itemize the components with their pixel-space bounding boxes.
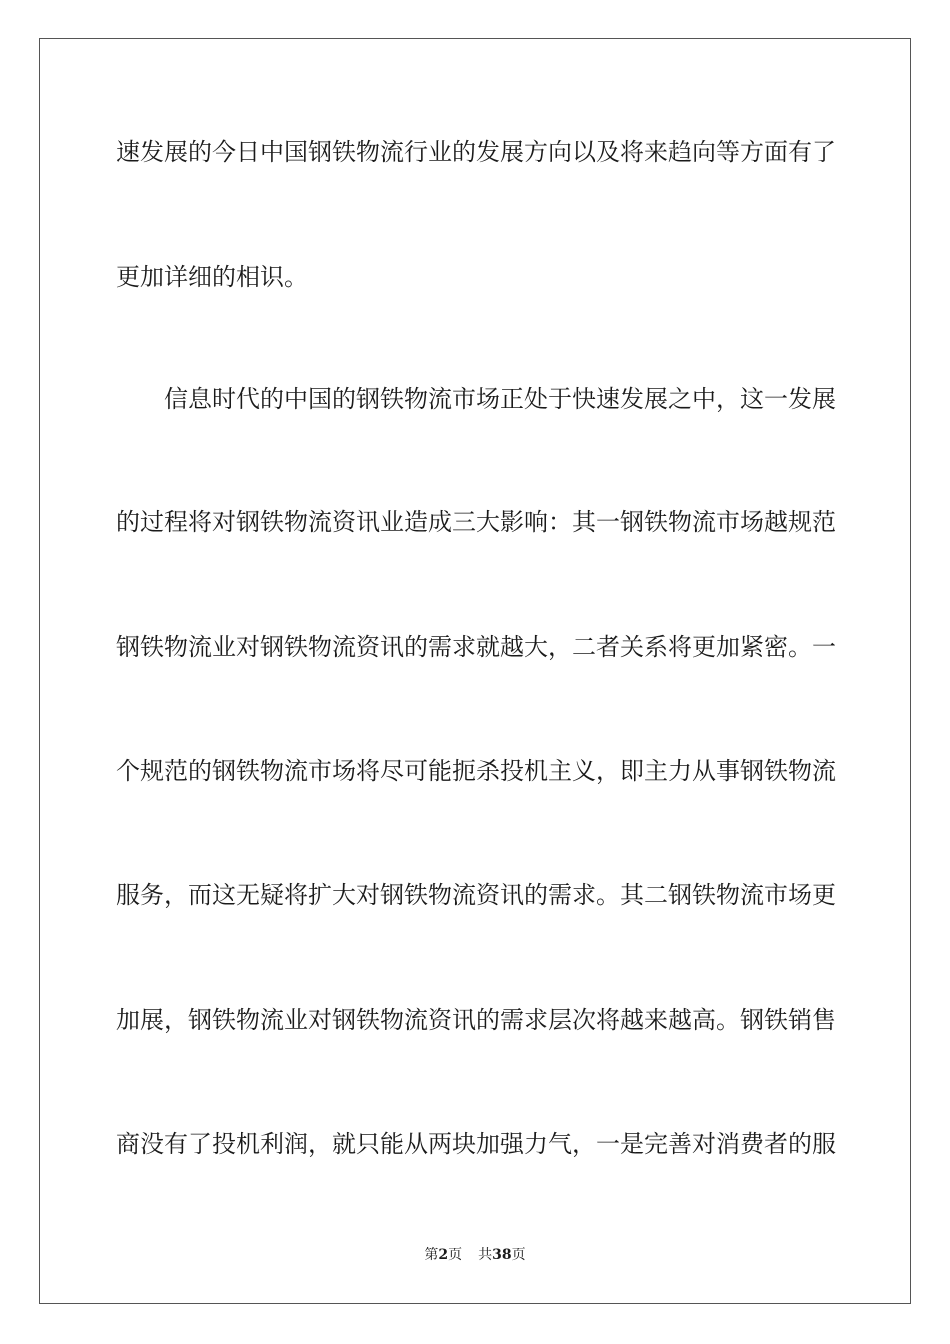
page-number: 2 <box>438 1247 449 1263</box>
text-line-3: 信息时代的中国的钢铁物流市场正处于快速发展之中，这一发展 <box>164 385 836 413</box>
text-line-8: 加展，钢铁物流业对钢铁物流资讯的需求层次将越来越高。钢铁销售 <box>116 1006 836 1034</box>
page-border <box>39 38 911 1304</box>
text-line-7: 服务，而这无疑将扩大对钢铁物流资讯的需求。其二钢铁物流市场更 <box>116 881 836 909</box>
text-line-2: 更加详细的相识。 <box>116 263 308 291</box>
page-suffix: 页 <box>448 1247 463 1263</box>
text-line-6: 个规范的钢铁物流市场将尽可能扼杀投机主义，即主力从事钢铁物流 <box>116 757 836 785</box>
page-footer <box>0 1246 950 1264</box>
text-line-5: 钢铁物流业对钢铁物流资讯的需求就越大，二者关系将更加紧密。一 <box>116 633 836 661</box>
page-prefix: 第 <box>424 1247 439 1263</box>
total-suffix: 页 <box>511 1247 526 1263</box>
text-line-4: 的过程将对钢铁物流资讯业造成三大影响：其一钢铁物流市场越规范 <box>116 508 836 536</box>
text-line-9: 商没有了投机利润，就只能从两块加强力气，一是完善对消费者的服 <box>116 1130 836 1158</box>
text-line-1: 速发展的今日中国钢铁物流行业的发展方向以及将来趋向等方面有了 <box>116 138 836 166</box>
total-prefix: 共 <box>478 1247 493 1263</box>
total-pages: 38 <box>492 1247 512 1263</box>
